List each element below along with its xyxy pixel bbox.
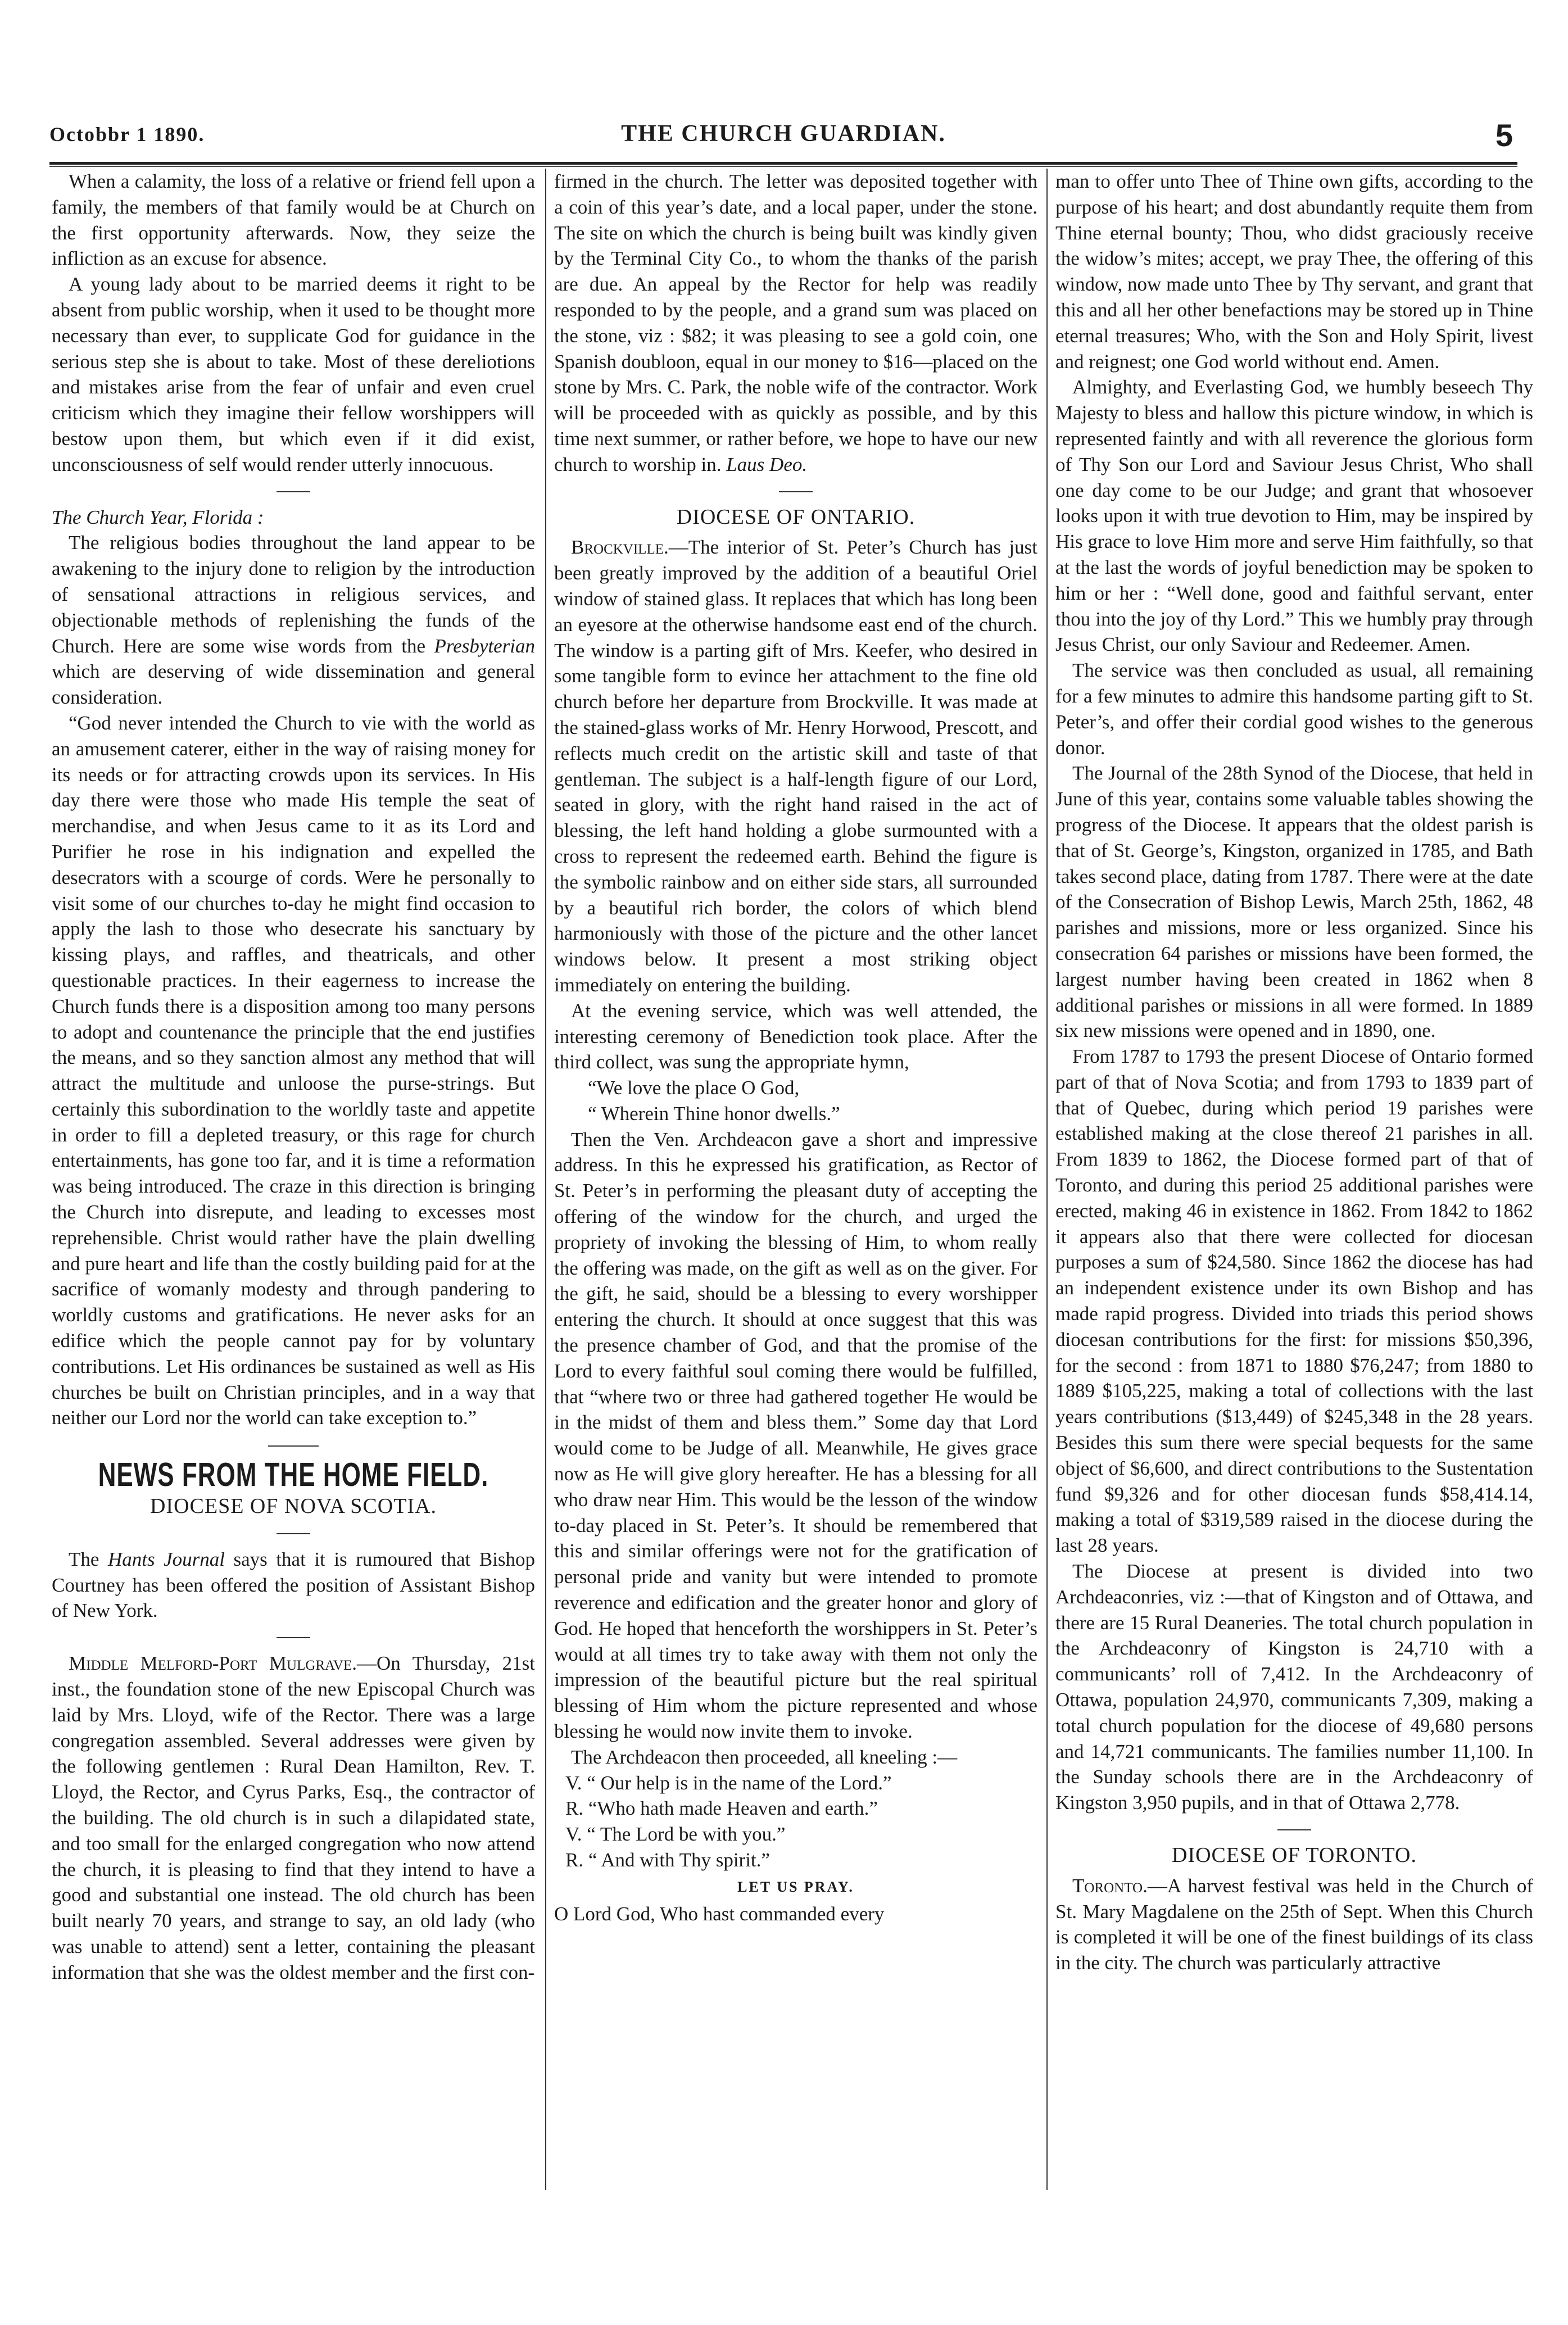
- prayer-heading: LET US PRAY.: [737, 1878, 854, 1895]
- paragraph: At the evening service, which was well attended, the interesting ceremony of Benediction took place. After the third collect, was sung the appropriate hymn,: [554, 999, 1037, 1073]
- paragraph: The Hants Journal says that it is rumoured that Bishop Courtney has been offered the position of Assistant Bishop of New York.: [52, 1548, 535, 1622]
- separator: [1277, 1829, 1311, 1830]
- paragraph: When a calamity, the loss of a relative or friend fell upon a family, the members of that family would be at Church on the first opportunity afterwards. Now, they seize the infliction as an excuse for absence.: [52, 170, 535, 270]
- versicle: V. “ Our help is in the name of the Lord.”: [565, 1771, 892, 1794]
- column-2: [554, 169, 1037, 1927]
- paragraph: man to offer unto Thee of Thine own gifts, according to the purpose of his heart; and dost abundantly requite them from Thine eternal bounty; Thou, who didst graciously receive the widow’s mites; accept, we pray Thee, the offering of this window, now made unto Thee by Thy servant, and grant that this and all her other benefactions may be stored up in Thine eternal treasures; Who, with the Son and Holy Spirit, livest and reignest; one God world without end. Amen.: [1055, 170, 1533, 373]
- paragraph: O Lord God, Who hast commanded every: [554, 1902, 885, 1925]
- paragraph: From 1787 to 1793 the present Diocese of Ontario formed part of that of Nova Scotia; and from 1793 to 1839 part of that of Quebec, during which period 19 parishes were established making at the close thereof 21 parishes in all. From 1839 to 1862, the Diocese formed part of that of Toronto, and during this period 25 additional parishes were erected, making 46 in existence in 1862. From 1842 to 1862 it appears also that there were collected for diocesan purposes a sum of $24,580. Since 1862 the diocese has had an independent existence under its own Bishop and has made rapid progress. Divided into triads this period shows diocesan contributions for the first: for missions $50,396, for the second : from 1871 to 1880 $76,247; from 1880 to 1889 $105,225, making a total of collections with the last years contributions ($13,449) of $245,348 in the 28 years. Besides this sum there were special bequests for the same object of $6,600, and direct contributions to the Sustentation fund $9,326 and for other diocesan funds $58,414.14, making a total of $319,589 raised in the diocese during the last 28 years.: [1055, 1045, 1533, 1557]
- diocese-heading: DIOCESE OF TORONTO.: [1172, 1843, 1417, 1867]
- separator: [268, 1445, 319, 1447]
- source-attribution: The Church Year, Florida :: [52, 506, 264, 528]
- column-3: [1055, 169, 1533, 1976]
- paragraph: The service was then concluded as usual, all remaining for a few minutes to admire this handsome parting gift to St. Peter’s, and offer their cordial good wishes to the generous donor.: [1055, 659, 1533, 759]
- separator: [277, 1637, 310, 1638]
- versicle: V. “ The Lord be with you.”: [565, 1823, 786, 1846]
- paragraph: The Archdeacon then proceeded, all kneeling :—: [571, 1746, 958, 1768]
- newspaper-title: THE CHURCH GUARDIAN.: [621, 121, 946, 147]
- response: R. “Who hath made Heaven and earth.”: [565, 1797, 878, 1820]
- quotation: “God never intended the Church to vie with the world as an amusement caterer, either in the way of raising money for its needs or for attracting crowds upon its services. In His day there were those who made His temple the seat of merchandise, and when Jesus came to it as its Lord and Purifier he rose in his indignation and expelled the desecrators with a scourge of cords. Were he personally to visit some of our churches to-day he might find occasion to apply the lash to those who desecrate his sanctuary by kissing plays, and raffles, and theatricals, and other questionable practices. In their eagerness to increase the Church funds there is a disposition among too many persons to adopt and countenance the principle that the end justifies the means, and so they sanction almost any method that will attract the multitude and unloose the purse-strings. But certainly this subordination to the worldly taste and appetite in order to fill a depleted treasury, or this rage for church entertainments, has gone too far, and it is time a reformation was being introduced. The craze in this direction is bringing the Church into disrepute, and leading to excesses most reprehensible. Christ would rather have the plain dwelling and pure heart and life than the costly building paid for at the sacrifice of womanly modesty and through pandering to worldly customs and gratifications. He never asks for an edifice which the people cannot pay for by voluntary contributions. Let His ordinances be sustained as well as His churches be built on Christian principles, and in a way that neither our Lord nor the world can take exception to.”: [52, 711, 535, 1429]
- diocese-heading: DIOCESE OF NOVA SCOTIA.: [149, 1494, 437, 1519]
- paragraph: firmed in the church. The letter was deposited together with a coin of this year’s date, and a local paper, under the stone. The site on which the church is being built was kindly given by the Terminal City Co., to whom the thanks of the parish are due. An appeal by the Rector for help was readily responded to by the people, and a grand sum was placed on the stone, viz : $82; it was pleasing to see a gold coin, one Spanish doubloon, equal in our money to $16—placed on the stone by Mrs. C. Park, the noble wife of the contractor. Work will be proceeded with as quickly as possible, and by this time next summer, or rather before, we hope to have our new church to worship in. Laus Deo.: [554, 170, 1037, 475]
- paragraph: Brockville.—The interior of St. Peter’s Church has just been greatly improved by the addition of a beautiful Oriel window of stained glass. It replaces that which has long been an eyesore at the otherwise handsome east end of the church. The window is a parting gift of Mrs. Keefer, who desired in some tangible form to evince her attachment to the fine old church before her departure from Brockville. It was made at the stained-glass works of Mr. Henry Horwood, Prescott, and reflects much credit on the artistic skill and taste of that gentleman. The subject is a half-length figure of our Lord, seated in glory, with the right hand raised in the act of blessing, the left hand holding a globe surmounted with a cross to represent the redeemed earth. Behind the figure is the symbolic rainbow and on either side stars, all surrounded by a beautiful rich border, the colors of which blend harmoniously with those of the picture and the other lancet windows below. It present a most striking object immediately on entering the building.: [554, 536, 1037, 996]
- page-number: 5: [1495, 117, 1513, 153]
- response: R. “ And with Thy spirit.”: [565, 1849, 770, 1871]
- column-rule: [545, 169, 546, 2190]
- paragraph: Toronto.—A harvest festival was held in the Church of St. Mary Magdalene on the 25th of Sept. When this Church is completed it will be one of the finest buildings of its class in the city. The church was particularly attractive: [1055, 1874, 1533, 1974]
- diocese-heading: DIOCESE OF ONTARIO.: [676, 505, 916, 529]
- paragraph: Then the Ven. Archdeacon gave a short and impressive address. In this he expressed his gratification, as Rector of St. Peter’s in performing the pleasant duty of accepting the offering of the window for the church, and urged the propriety of invoking the blessing of Him, to whom really the offering was made, on the gift as well as on the giver. For the gift, he said, should be a blessing to every worshipper entering the church. It should at once suggest that this was the presence chamber of God, and that the promise of the Lord to every faithful soul coming there would be fulfilled, that “where two or three had gathered together He would be in the midst of them and bless them.” Some day that Lord would come to be Judge of all. Meanwhile, He gives grace now as He will give glory hereafter. He has a blessing for all who draw near Him. This would be the lesson of the window to-day placed in St. Peter’s. It should be remembered that this and similar offerings were not for the gratification of personal pride and vanity but were intended to promote reverence and edification and the greater honor and glory of God. He hoped that henceforth the worshippers in St. Peter’s would at all times try to take away with them not only the impression of the beautiful picture but the real spiritual blessing of Him whom the picture represented and whose blessing he would now invite them to invoke.: [554, 1128, 1037, 1743]
- separator: [277, 1533, 310, 1534]
- paragraph: Almighty, and Everlasting God, we humbly beseech Thy Majesty to bless and hallow this picture window, in which is represented faintly and with all reverence the glorious form of Thy Son our Lord and Saviour Jesus Christ, Who shall one day come to be our Judge; and grant that whosoever looks upon it with true devotion to Him, may be inspired by His grace to love Him more and serve Him faithfully, so that at the last the words of joyful benediction may be spoken to him or her : “Well done, good and faithful servant, enter thou into the joy of thy Lord.” This we humbly pray through Jesus Christ, our only Saviour and Redeemer. Amen.: [1055, 376, 1533, 656]
- section-heading: NEWS FROM THE HOME FIELD.: [98, 1456, 489, 1494]
- paragraph: The Journal of the 28th Synod of the Diocese, that held in June of this year, contains some valuable tables showing the progress of the Diocese. It appears that the oldest parish is that of St. George’s, Kingston, organized in 1785, and Bath takes second place, dating from 1787. There were at the date of the Consecration of Bishop Lewis, March 25th, 1862, 48 parishes and missions, more or less organized. Since his consecration 64 parishes or missions have been formed, the largest number having been created in 1862 when 8 additional parishes or missions in all were formed. In 1889 six new missions were opened and in 1890, one.: [1055, 762, 1533, 1042]
- column-rule: [1046, 169, 1048, 2190]
- hymn-line: “We love the place O God,: [588, 1077, 800, 1099]
- hymn-line: “ Wherein Thine honor dwells.”: [588, 1102, 840, 1125]
- issue-date: Octobbr 1 1890.: [49, 123, 205, 146]
- separator: [779, 491, 813, 492]
- paragraph: A young lady about to be married deems it right to be absent from public worship, when it used to be thought more necessary than ever, to supplicate God for guidance in the serious step she is about to take. Most of these dereliotions and mistakes arise from the fear of unfair and even cruel criticism which they imagine their fellow worshippers will bestow upon them, but which even if it did exist, unconsciousness of self would render utterly innocuous.: [52, 273, 535, 475]
- paragraph: The Diocese at present is divided into two Archdeaconries, viz :—that of Kingston and of Ottawa, and there are 15 Rural Deaneries. The total church population in the Archdeaconry of Kingston is 24,710 with a communicants’ roll of 7,412. In the Archdeaconry of Ottawa, population 24,970, communicants 7,309, making a total church population for the diocese of 49,680 persons and 14,721 communicants. The families number 11,100. In the Sunday schools there are in the Archdeaconry of Kingston 3,950 pupils, and in that of Ottawa 2,778.: [1055, 1560, 1533, 1814]
- column-1: [52, 169, 535, 1986]
- separator: [277, 491, 310, 492]
- paragraph: The religious bodies throughout the land appear to be awakening to the injury done to religion by the introduction of sensational attractions in religious services, and objectionable methods of replenishing the funds of the Church. Here are some wise words from the Presbyterian which are deserving of wide dissemination and general consideration.: [52, 532, 535, 709]
- masthead-rule: [49, 162, 1517, 167]
- masthead: [49, 117, 1517, 156]
- paragraph: Middle Melford-Port Mulgrave.—On Thursday, 21st inst., the foundation stone of the new Episcopal Church was laid by Mrs. Lloyd, wife of the Rector. There was a large congregation assembled. Several addresses were given by the following gentlemen : Rural Dean Hamilton, Rev. T. Lloyd, the Rector, and Cyrus Parks, Esq., the contractor of the building. The old church is in such a dilapidated state, and too small for the enlarged congregation who now attend the church, it is pleasing to find that they intend to have a good and substantial one instead. The old church has been built nearly 70 years, and strange to say, an old lady (who was unable to attend) sent a letter, containing the pleasant information that she was the oldest member and the first con-: [52, 1652, 535, 1983]
